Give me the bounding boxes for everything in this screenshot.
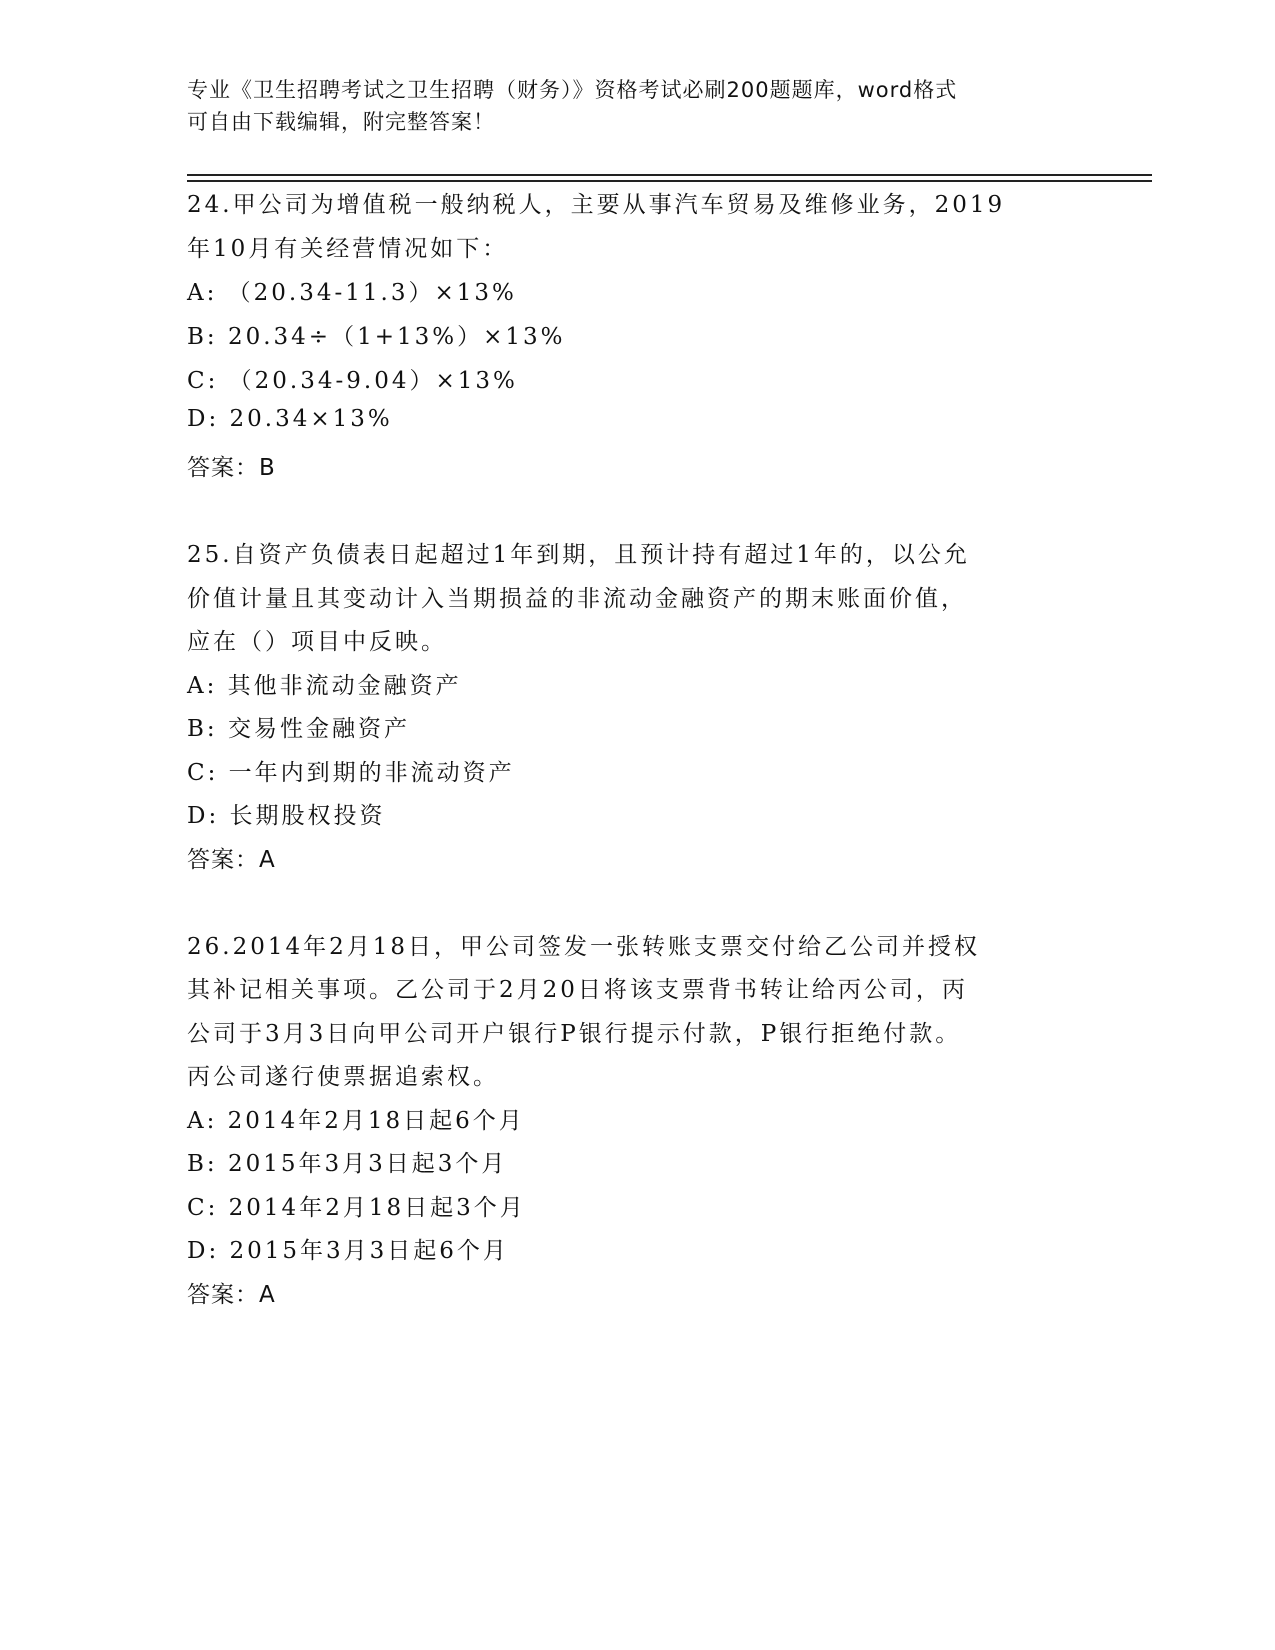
- header-line-2: 可自由下载编辑，附完整答案！: [187, 110, 495, 134]
- question-26-answer: 答案：A: [187, 1282, 276, 1308]
- question-25-option-d: D: 长期股权投资: [187, 803, 386, 829]
- question-24-stem-line-2: 年10月有关经营情况如下：: [187, 236, 509, 262]
- question-26-option-b: B: 2015年3月3日起3个月: [187, 1151, 508, 1177]
- question-25-option-c: C: 一年内到期的非流动资产: [187, 760, 515, 786]
- question-25-answer: 答案：A: [187, 847, 276, 873]
- question-26-option-c: C: 2014年2月18日起3个月: [187, 1195, 526, 1221]
- question-25-stem-line-2: 价值计量且其变动计入当期损益的非流动金融资产的期末账面价值，: [187, 586, 967, 612]
- question-26-option-a: A: 2014年2月18日起6个月: [187, 1108, 525, 1134]
- question-24-answer: 答案：B: [187, 455, 276, 481]
- question-26-stem-line-3: 公司于3月3日向甲公司开户银行P银行提示付款，P银行拒绝付款。: [187, 1021, 962, 1047]
- header-line-1: 专业《卫生招聘考试之卫生招聘（财务）》资格考试必刷200题题库，word格式: [187, 78, 958, 102]
- question-25-stem-line-3: 应在（）项目中反映。: [187, 629, 447, 655]
- question-26-stem-line-2: 其补记相关事项。乙公司于2月20日将该支票背书转让给丙公司，丙: [187, 977, 968, 1003]
- header-divider-top: [187, 174, 1152, 176]
- question-25-option-b: B: 交易性金融资产: [187, 716, 410, 742]
- question-24-stem-line-1: 24.甲公司为增值税一般纳税人，主要从事汽车贸易及维修业务，2019: [187, 192, 1006, 218]
- question-25-option-a: A: 其他非流动金融资产: [187, 673, 462, 699]
- header-divider-bottom: [187, 180, 1152, 182]
- question-24-option-d: D: 20.34×13%: [187, 406, 393, 432]
- question-24-option-b: B: 20.34÷（1+13%）×13%: [187, 324, 566, 350]
- question-26-stem-line-4: 丙公司遂行使票据追索权。: [187, 1064, 499, 1090]
- question-25-stem-line-1: 25.自资产负债表日起超过1年到期，且预计持有超过1年的，以公允: [187, 542, 970, 568]
- question-24-option-c: C: （20.34-9.04）×13%: [187, 368, 518, 394]
- question-26-stem-line-1: 26.2014年2月18日，甲公司签发一张转账支票交付给乙公司并授权: [187, 934, 981, 960]
- document-header: [187, 74, 1087, 138]
- question-24-option-a: A: （20.34-11.3）×13%: [187, 280, 517, 306]
- question-26-option-d: D: 2015年3月3日起6个月: [187, 1238, 509, 1264]
